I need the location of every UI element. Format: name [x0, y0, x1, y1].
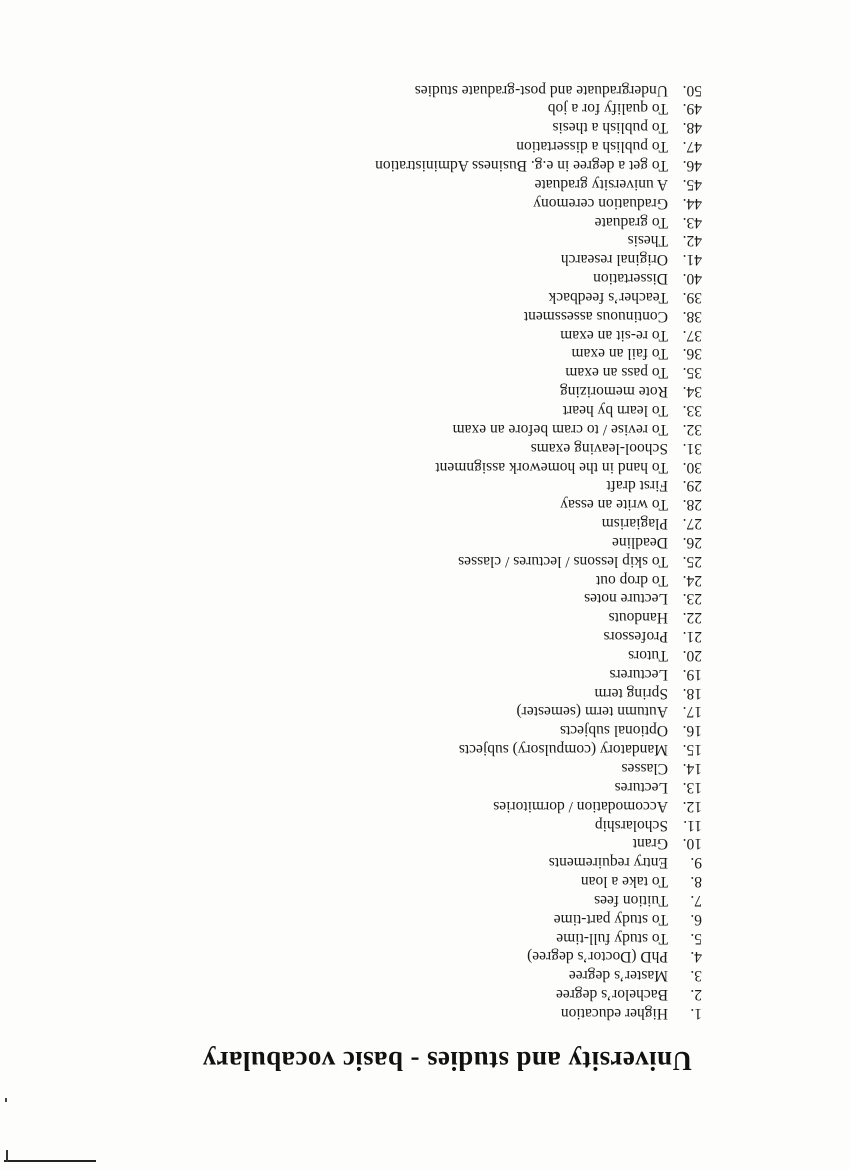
item-term: To qualify for a job	[547, 100, 668, 118]
item-term: Thesis	[627, 232, 668, 250]
item-term: Plagiarism	[601, 515, 668, 533]
list-item	[375, 457, 702, 476]
list-item	[375, 80, 702, 99]
item-number: 30.	[682, 458, 702, 476]
list-item	[375, 287, 702, 306]
item-term: To take a loan	[580, 873, 668, 891]
list-item	[375, 155, 702, 174]
list-item	[375, 381, 702, 400]
item-term: Original research	[560, 251, 668, 269]
item-number: 42.	[682, 232, 702, 250]
item-term: Spring term	[594, 684, 668, 702]
list-item	[375, 344, 702, 363]
item-term: PhD (Doctor’s degree)	[527, 948, 668, 966]
list-item	[375, 362, 702, 381]
item-number: 19.	[682, 665, 702, 683]
list-item	[375, 1003, 702, 1022]
item-term: Optional subjects	[559, 722, 668, 740]
item-number: 28.	[682, 496, 702, 514]
item-term: To graduate	[594, 213, 668, 231]
item-number: 11.	[683, 816, 702, 834]
list-item	[375, 626, 702, 645]
item-term: Lecturers	[609, 665, 668, 683]
list-item	[375, 249, 702, 268]
item-number: 50.	[682, 81, 702, 99]
list-item	[375, 400, 702, 419]
list-item	[375, 758, 702, 777]
item-term: A university graduate	[534, 175, 668, 193]
item-term: First draft	[606, 477, 668, 495]
item-number: 32.	[682, 420, 702, 438]
item-number: 49.	[682, 100, 702, 118]
item-term: To skip lessons / lectures / classes	[458, 552, 668, 570]
item-number: 44.	[682, 194, 702, 212]
item-term: Deadline	[612, 533, 668, 551]
list-item	[375, 890, 702, 909]
list-item	[375, 965, 702, 984]
item-number: 33.	[682, 402, 702, 419]
item-term: To publish a dissertation	[516, 138, 668, 156]
list-item	[375, 570, 702, 589]
item-number: 1.	[690, 1005, 702, 1022]
list-item	[375, 815, 702, 834]
list-item	[375, 513, 702, 532]
item-term: Scholarship	[594, 816, 668, 834]
list-item	[375, 909, 702, 928]
item-number: 10.	[682, 835, 702, 853]
item-number: 43.	[682, 213, 702, 231]
list-item	[375, 193, 702, 212]
item-number: 6.	[690, 910, 702, 928]
list-item	[375, 796, 702, 815]
item-number: 21.	[682, 628, 702, 646]
item-number: 8.	[690, 873, 702, 891]
item-term: Entry requirements	[548, 854, 668, 872]
item-number: 16.	[682, 722, 702, 740]
vocabulary-list	[375, 80, 702, 1022]
item-number: 14.	[682, 760, 702, 778]
item-term: Bachelor’s degree	[555, 986, 668, 1004]
item-term: Classes	[621, 760, 668, 778]
list-item	[375, 739, 702, 758]
item-term: To get a degree in e.g. Business Administration	[375, 157, 668, 175]
item-number: 47.	[682, 138, 702, 156]
list-item	[375, 871, 702, 890]
list-item	[375, 99, 702, 118]
item-term: To re-sit an exam	[560, 326, 668, 344]
list-item	[375, 136, 702, 155]
scan-edge-line	[4, 1160, 96, 1162]
item-term: To write an essay	[560, 496, 668, 514]
item-term: Autumn term (semester)	[516, 703, 668, 721]
item-number: 35.	[682, 364, 702, 382]
document-title: University and studies - basic vocabulary	[202, 1046, 692, 1076]
item-number: 22.	[682, 609, 702, 627]
list-item	[375, 852, 702, 871]
list-item	[375, 834, 702, 853]
item-number: 26.	[682, 533, 702, 551]
item-term: Higher education	[560, 1005, 668, 1022]
scan-speck	[5, 1098, 7, 1102]
item-term: To fail an exam	[571, 345, 668, 363]
item-term: School-leaving exams	[530, 439, 668, 457]
list-item	[375, 607, 702, 626]
list-item	[375, 589, 702, 608]
list-item	[375, 419, 702, 438]
list-item	[375, 532, 702, 551]
item-number: 36.	[682, 345, 702, 363]
item-term: Mandatory (compulsory) subjects	[458, 741, 668, 759]
item-number: 24.	[682, 571, 702, 589]
item-number: 39.	[682, 288, 702, 306]
item-number: 40.	[682, 270, 702, 288]
item-number: 4.	[690, 948, 702, 966]
item-number: 37.	[682, 326, 702, 344]
item-term: Rote memorizing	[559, 383, 668, 401]
item-term: Graduation ceremony	[533, 194, 668, 212]
list-item	[375, 306, 702, 325]
list-item	[375, 664, 702, 683]
list-item	[375, 325, 702, 344]
item-term: Tutors	[628, 646, 668, 664]
item-number: 31.	[682, 439, 702, 457]
item-term: Master’s degree	[568, 967, 668, 985]
list-item	[375, 118, 702, 137]
item-term: To pass an exam	[565, 364, 668, 382]
item-number: 13.	[682, 778, 702, 796]
item-number: 41.	[682, 251, 702, 269]
item-number: 48.	[682, 119, 702, 137]
item-term: Professors	[603, 628, 668, 646]
item-number: 34.	[682, 383, 702, 401]
list-item	[375, 212, 702, 231]
list-item	[375, 174, 702, 193]
item-number: 27.	[682, 515, 702, 533]
item-number: 17.	[682, 703, 702, 721]
list-item	[375, 231, 702, 250]
list-item	[375, 268, 702, 287]
item-number: 15.	[682, 741, 702, 759]
list-item	[375, 645, 702, 664]
item-number: 29.	[682, 477, 702, 495]
item-term: To drop out	[595, 571, 668, 589]
item-term: To publish a thesis	[552, 119, 668, 137]
item-term: To hand in the homework assignment	[435, 458, 668, 476]
item-number: 45.	[682, 175, 702, 193]
list-item	[375, 551, 702, 570]
item-number: 7.	[690, 891, 702, 909]
list-item	[375, 494, 702, 513]
item-term: Teacher’s feedback	[548, 288, 668, 306]
item-term: Lectures	[614, 778, 668, 796]
item-term: Grant	[632, 835, 668, 853]
list-item	[375, 777, 702, 796]
item-term: Undergraduate and post-graduate studies	[414, 81, 668, 99]
item-term: Dissertation	[593, 270, 668, 288]
item-term: Accomodation / dormitories	[493, 797, 668, 815]
item-number: 38.	[682, 307, 702, 325]
item-number: 12.	[682, 797, 702, 815]
item-number: 25.	[682, 552, 702, 570]
list-item	[375, 476, 702, 495]
item-number: 23.	[682, 590, 702, 608]
item-term: Tuition fees	[594, 891, 668, 909]
item-term: To revise / to cram before an exam	[452, 420, 668, 438]
list-item	[375, 928, 702, 947]
list-item	[375, 438, 702, 457]
list-item	[375, 721, 702, 740]
list-item	[375, 947, 702, 966]
item-term: Handouts	[608, 609, 668, 627]
item-number: 2.	[690, 986, 702, 1004]
item-term: To study full-time	[556, 929, 668, 947]
item-term: To learn by heart	[562, 402, 668, 419]
list-item	[375, 683, 702, 702]
item-term: Continuous assessment	[523, 307, 668, 325]
list-item	[375, 984, 702, 1003]
item-number: 20.	[682, 646, 702, 664]
item-number: 3.	[690, 967, 702, 985]
item-number: 18.	[682, 684, 702, 702]
item-term: To study part-time	[553, 910, 668, 928]
scan-edge-tick	[6, 1150, 8, 1162]
item-number: 9.	[690, 854, 702, 872]
item-number: 5.	[690, 929, 702, 947]
item-term: Lecture notes	[584, 590, 668, 608]
list-item	[375, 702, 702, 721]
item-number: 46.	[682, 157, 702, 175]
